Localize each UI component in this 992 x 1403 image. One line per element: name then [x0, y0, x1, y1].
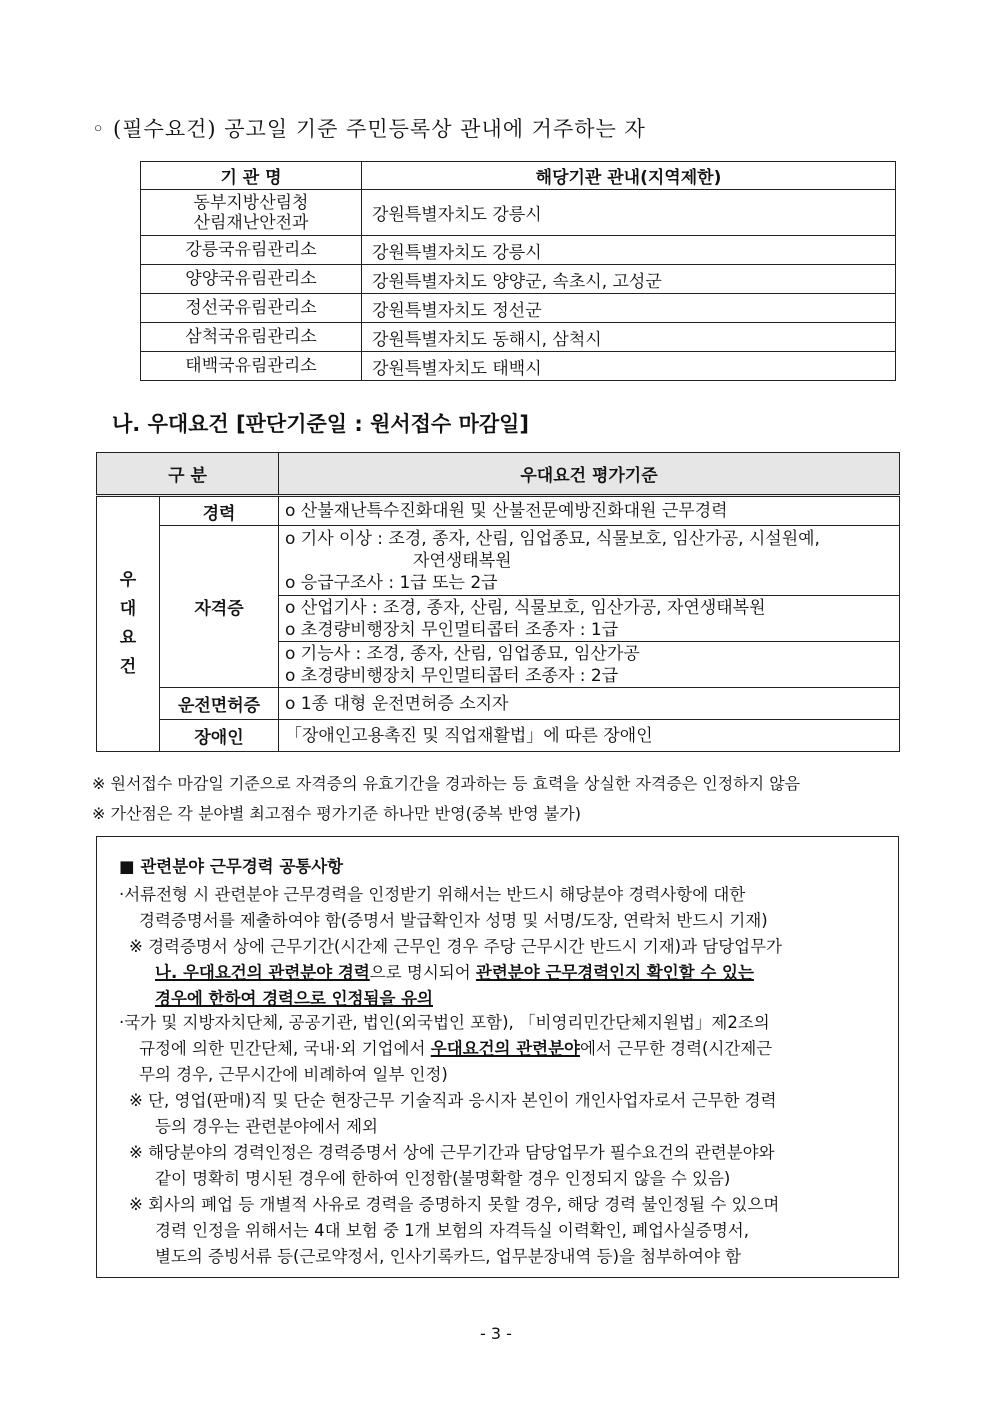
- table-row: [97, 720, 900, 752]
- requirement-heading: ◦ (필수요건) 공고일 기준 주민등록상 관내에 거주하는 자: [92, 117, 646, 141]
- area-cell: 강원특별자치도 강릉시: [362, 236, 896, 265]
- box-line: [155, 959, 754, 983]
- group-char: 우: [119, 570, 137, 590]
- pref-header-category: 구 분: [97, 453, 279, 496]
- org-cell: 강릉국유림관리소: [141, 236, 362, 265]
- plain-text: 규정에 의한 민간단체, 국내·외 기업에서: [139, 1039, 431, 1058]
- table-row: [141, 352, 896, 381]
- page-number: - 3 -: [480, 1324, 512, 1343]
- category-driver: 운전면허증: [160, 688, 279, 720]
- box-line: [155, 985, 433, 1009]
- box-line: ※ 회사의 폐업 등 개별적 사유로 경력을 증명하지 못할 경우, 해당 경력 불인정될 수 있으며: [129, 1195, 780, 1214]
- criteria-license-tier2: [279, 596, 900, 642]
- org-cell: 양양국유림관리소: [141, 265, 362, 294]
- table-row: [97, 526, 900, 596]
- criteria-line: o 기능사 : 조경, 종자, 산림, 임업종묘, 임산가공: [285, 643, 640, 664]
- note-line: ※ 가산점은 각 분야별 최고점수 평가기준 하나만 반영(중복 반영 불가): [92, 804, 581, 823]
- region-header-area: 해당기관 관내(지역제한): [362, 162, 896, 190]
- area-cell: 강원특별자치도 양양군, 속초시, 고성군: [362, 265, 896, 294]
- criteria-line: o 산업기사 : 조경, 종자, 산림, 식물보호, 임산가공, 자연생태복원: [285, 597, 766, 618]
- emphasis-text: 경우에 한하여 경력으로 인정됨을 유의: [155, 989, 434, 1008]
- box-line: 경력증명서를 제출하여야 함(증명서 발급확인자 성명 및 서명/도장, 연락처 반드시 기재): [139, 911, 768, 930]
- box-line: ·서류전형 시 관련분야 근무경력을 인정받기 위해서는 반드시 해당분야 경력사항에 대한: [119, 885, 746, 904]
- org-cell: [141, 190, 362, 236]
- org-line: 산림재난안전과: [193, 212, 309, 233]
- category-license: 자격증: [160, 526, 279, 688]
- box-line: 별도의 증빙서류 등(근로약정서, 인사기록카드, 업무분장내역 등)을 첨부하여야 함: [155, 1247, 742, 1266]
- region-header-org: 기 관 명: [141, 162, 362, 190]
- region-table: [140, 161, 896, 381]
- org-cell: 삼척국유림관리소: [141, 323, 362, 352]
- box-line: ※ 경력증명서 상에 근무기간(시간제 근무인 경우 주당 근무시간 반드시 기재)과 담당업무가: [129, 937, 782, 956]
- box-line: ※ 단, 영업(판매)직 및 단순 현장근무 기술직과 응시자 본인이 개인사업자로서 근무한 경력: [129, 1091, 777, 1110]
- category-career: 경력: [160, 496, 279, 526]
- group-label: [97, 496, 160, 752]
- preference-table: [96, 452, 900, 752]
- table-row: [141, 265, 896, 294]
- table-row: [141, 190, 896, 236]
- table-row: [141, 323, 896, 352]
- criteria-license-tier1: [279, 526, 900, 596]
- table-row: [141, 294, 896, 323]
- criteria-line: o 기사 이상 : 조경, 종자, 산림, 임업종묘, 식물보호, 임산가공, 시설원예,: [285, 528, 820, 549]
- pref-header-criteria: 우대요건 평가기준: [279, 453, 900, 496]
- criteria-disabled: 「장애인고용촉진 및 직업재활법」에 따른 장애인: [279, 720, 900, 752]
- org-cell: 태백국유림관리소: [141, 352, 362, 381]
- group-char: 건: [119, 657, 137, 677]
- box-line: [139, 1035, 772, 1059]
- criteria-driver: o 1종 대형 운전면허증 소지자: [279, 688, 900, 720]
- group-char: 대: [119, 599, 137, 619]
- table-row: [97, 688, 900, 720]
- box-line: 경력 인정을 위해서는 4대 보험 중 1개 보험의 자격득실 이력확인, 폐업사실증명서,: [155, 1221, 749, 1240]
- table-row: [141, 236, 896, 265]
- area-cell: 강원특별자치도 동해시, 삼척시: [362, 323, 896, 352]
- note-line: ※ 원서접수 마감일 기준으로 자격증의 유효기간을 경과하는 등 효력을 상실한 자격증은 인정하지 않음: [92, 774, 801, 793]
- area-cell: 강원특별자치도 정선군: [362, 294, 896, 323]
- plain-text: 으로 명시되어: [369, 963, 476, 982]
- criteria-line: o 초경량비행장치 무인멀티콥터 조종자 : 1급: [285, 619, 619, 640]
- box-line: 무의 경우, 근무시간에 비례하여 일부 인정): [139, 1065, 448, 1084]
- table-row: [97, 496, 900, 526]
- box-line: 등의 경우는 관련분야에서 제외: [155, 1117, 378, 1136]
- box-line: ·국가 및 지방자치단체, 공공기관, 법인(외국법인 포함), 「비영리민간단체지원법」제2조의: [119, 1013, 770, 1032]
- org-line: 동부지방산림청: [193, 192, 309, 213]
- criteria-line: 자연생태복원: [413, 550, 512, 571]
- criteria-career: o 산불재난특수진화대원 및 산불전문예방진화대원 근무경력: [279, 496, 900, 526]
- emphasis-text: 우대요건의 관련분야: [430, 1039, 580, 1058]
- criteria-line: o 응급구조사 : 1급 또는 2급: [285, 572, 498, 593]
- preference-heading: 나. 우대요건 [판단기준일 : 원서접수 마감일]: [112, 412, 529, 436]
- org-cell: 정선국유림관리소: [141, 294, 362, 323]
- plain-text: 에서 근무한 경력(시간제근: [579, 1039, 773, 1058]
- emphasis-text: 관련분야 근무경력인지 확인할 수 있는: [475, 963, 754, 982]
- emphasis-text: 나. 우대요건의 관련분야 경력: [155, 963, 370, 982]
- category-disabled: 장애인: [160, 720, 279, 752]
- criteria-license-tier3: [279, 642, 900, 688]
- group-char: 요: [119, 628, 137, 648]
- box-line: ※ 해당분야의 경력인정은 경력증명서 상에 근무기간과 담당업무가 필수요건의 관련분야와: [129, 1143, 775, 1162]
- box-line: 같이 명확히 명시된 경우에 한하여 인정함(불명확할 경우 인정되지 않을 수 있음): [155, 1169, 731, 1188]
- box-title: ■ 관련분야 근무경력 공통사항: [119, 857, 344, 876]
- area-cell: 강원특별자치도 태백시: [362, 352, 896, 381]
- career-notice-box: [96, 836, 899, 1278]
- criteria-line: o 초경량비행장치 무인멀티콥터 조종자 : 2급: [285, 665, 619, 686]
- area-cell: 강원특별자치도 강릉시: [362, 190, 896, 236]
